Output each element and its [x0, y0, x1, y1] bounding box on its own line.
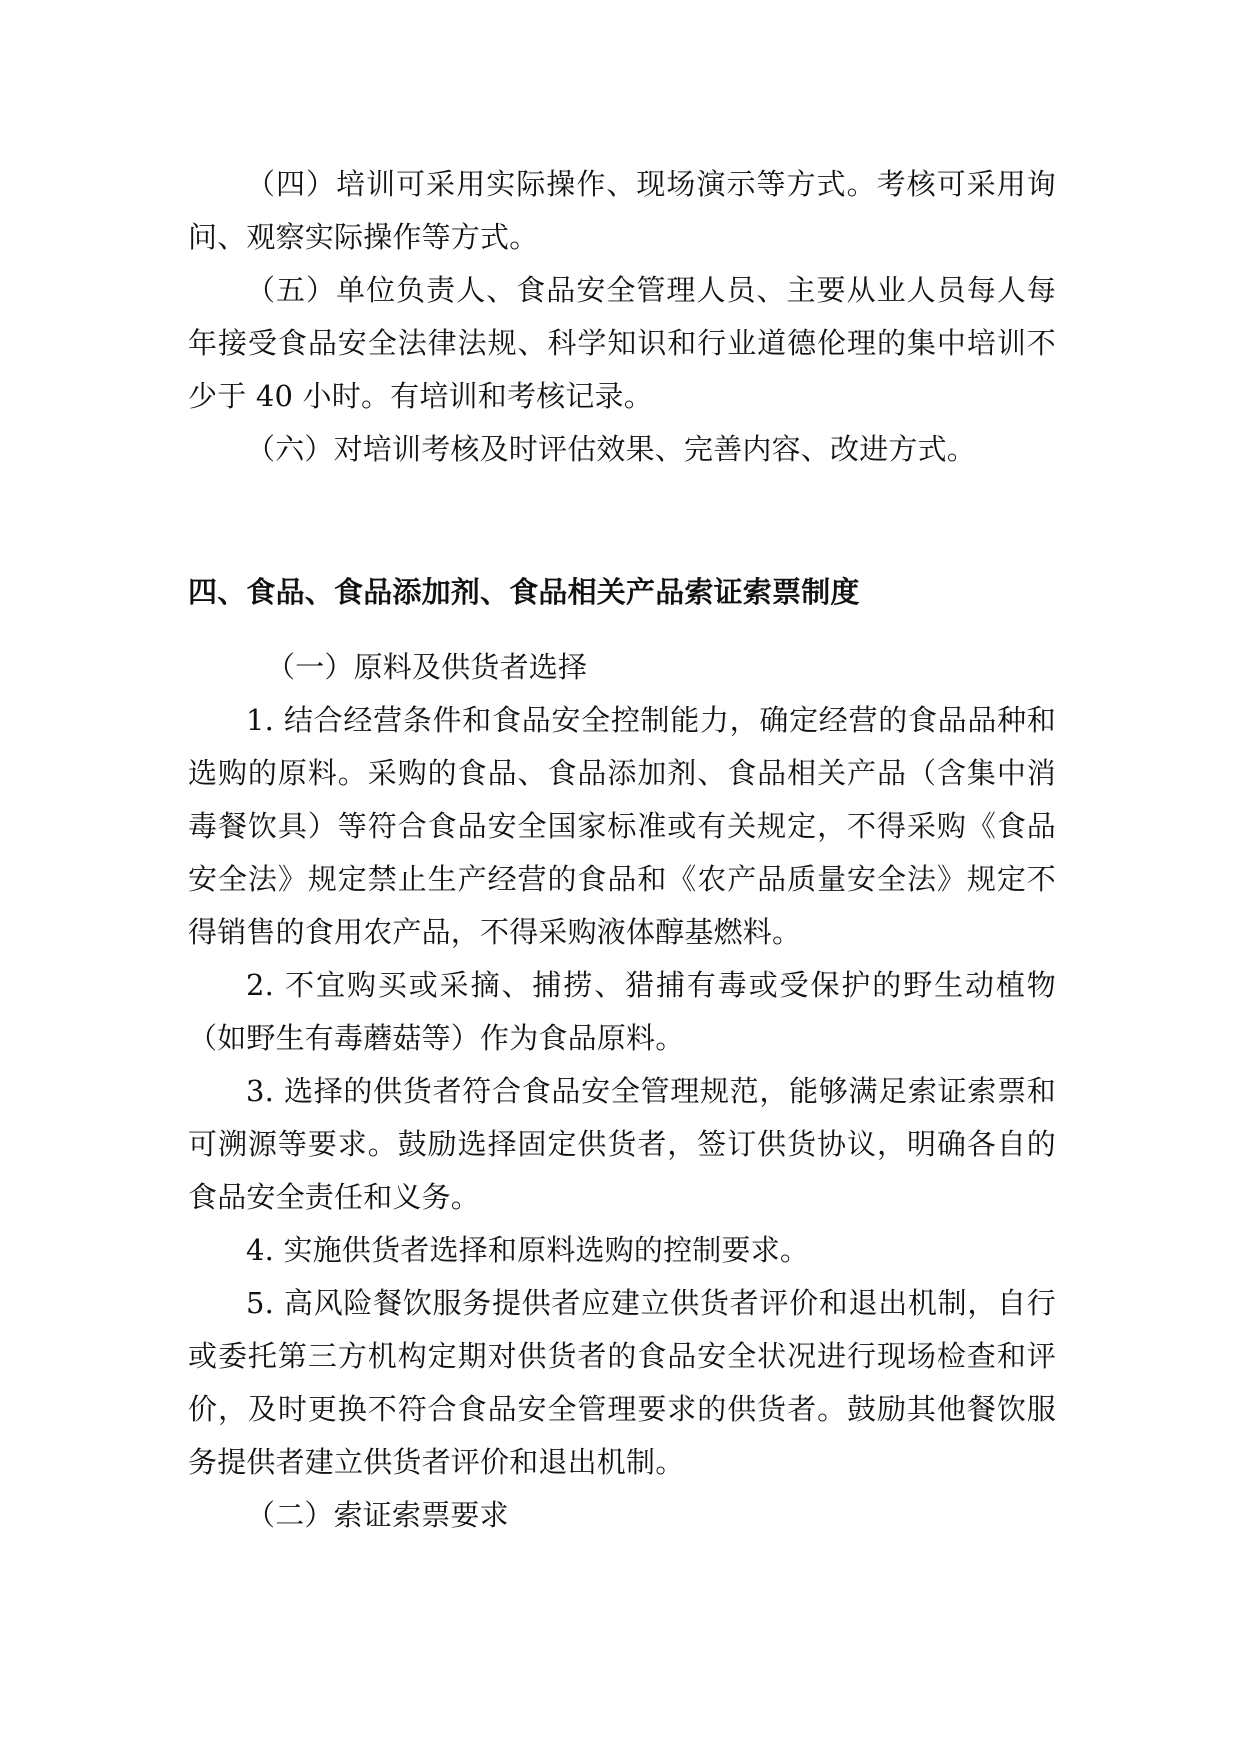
heading-spacer — [188, 619, 1056, 641]
paragraph-training-evaluation: （六）对培训考核及时评估效果、完善内容、改进方式。 — [246, 432, 977, 466]
subsection-heading-supplier-selection: （一）原料及供货者选择 — [266, 650, 588, 684]
list-item: 3. 选择的供货者符合食品安全管理规范，能够满足索证索票和可溯源等要求。鼓励选择固定供货者，签订供货协议，明确各自的食品安全责任和义务。 — [188, 1074, 1056, 1214]
list-item: 5. 高风险餐饮服务提供者应建立供货者评价和退出机制，自行或委托第三方机构定期对供货者的食品安全状况进行现场检查和评价，及时更换不符合食品安全管理要求的供货者。鼓励其他餐饮服务提供者建立供货者评价和退出机制。 — [188, 1286, 1056, 1479]
paragraph-training-methods: （四）培训可采用实际操作、现场演示等方式。考核可采用询问、观察实际操作等方式。 — [188, 167, 1056, 254]
document-body — [188, 158, 1056, 1542]
list-item: 4. 实施供货者选择和原料选购的控制要求。 — [246, 1233, 810, 1267]
subsection-heading-certificate-requirements: （二）索证索票要求 — [246, 1498, 509, 1532]
paragraph-training-hours: （五）单位负责人、食品安全管理人员、主要从业人员每人每年接受食品安全法律法规、科学知识和行业道德伦理的集中培训不少于 40 小时。有培训和考核记录。 — [188, 273, 1056, 413]
section-heading: 四、食品、食品添加剂、食品相关产品索证索票制度 — [188, 575, 860, 609]
list-item: 2. 不宜购买或采摘、捕捞、猎捕有毒或受保护的野生动植物（如野生有毒蘑菇等）作为食品原料。 — [188, 968, 1056, 1055]
list-item: 1. 结合经营条件和食品安全控制能力，确定经营的食品品种和选购的原料。采购的食品、食品添加剂、食品相关产品（含集中消毒餐饮具）等符合食品安全国家标准或有关规定，不得采购《食品安全法》规定禁止生产经营的食品和《农产品质量安全法》规定不得销售的食用农产品，不得采购液体醇基燃料。 — [188, 703, 1056, 949]
section-spacer — [188, 476, 1056, 566]
